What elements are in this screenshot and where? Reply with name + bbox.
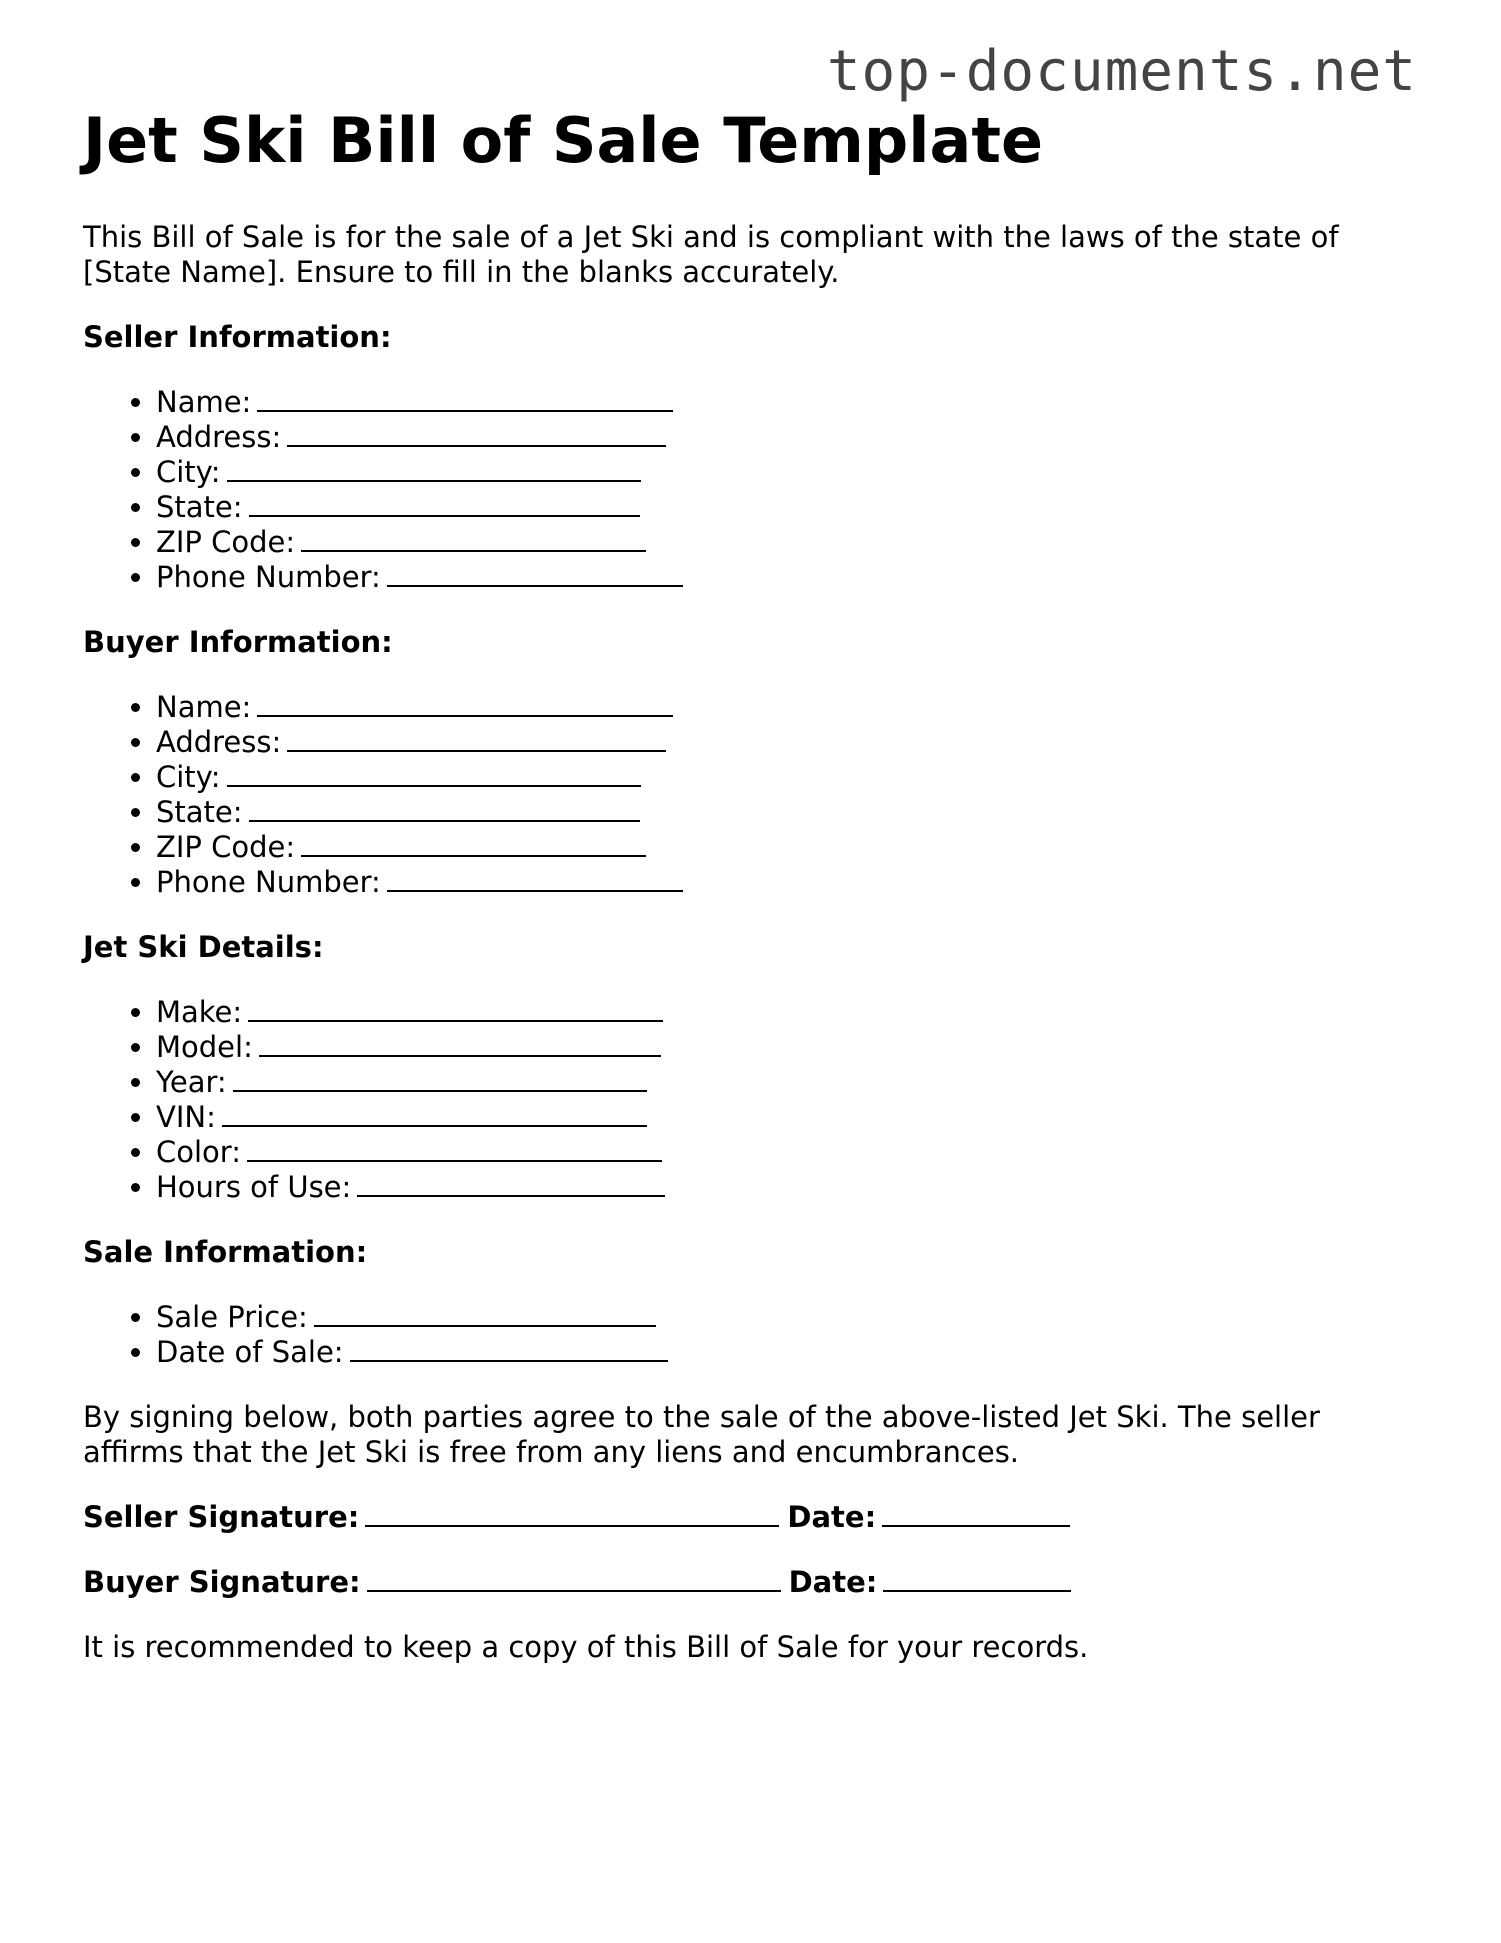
seller-name-field: • Name: bbox=[156, 385, 1413, 420]
seller-signature-line: Seller Signature: Date: bbox=[83, 1500, 1413, 1535]
buyer-heading: Buyer Information: bbox=[83, 625, 393, 660]
blank-line[interactable] bbox=[257, 388, 673, 412]
blank-line[interactable] bbox=[314, 1303, 656, 1327]
seller-phone-field: • Phone Number: bbox=[156, 560, 1413, 595]
buyer-phone-field: • Phone Number: bbox=[156, 865, 1413, 900]
seller-address-field: • Address: bbox=[156, 420, 1413, 455]
jetski-color-field: • Color: bbox=[156, 1135, 1413, 1170]
buyer-state-field: • State: bbox=[156, 795, 1413, 830]
blank-line[interactable] bbox=[227, 458, 641, 482]
seller-heading: Seller Information: bbox=[83, 320, 392, 355]
blank-line[interactable] bbox=[287, 728, 666, 752]
seller-signature-blank[interactable] bbox=[365, 1503, 779, 1527]
blank-line[interactable] bbox=[357, 1173, 665, 1197]
blank-line[interactable] bbox=[287, 423, 666, 447]
buyer-name-field: • Name: bbox=[156, 690, 1413, 725]
jetski-year-field: • Year: bbox=[156, 1065, 1413, 1100]
buyer-zip-field: • ZIP Code: bbox=[156, 830, 1413, 865]
buyer-address-field: • Address: bbox=[156, 725, 1413, 760]
blank-line[interactable] bbox=[249, 798, 640, 822]
document bbox=[83, 104, 1413, 1665]
buyer-city-field: • City: bbox=[156, 760, 1413, 795]
buyer-signature-blank[interactable] bbox=[367, 1568, 781, 1592]
buyer-fields bbox=[83, 690, 1413, 900]
seller-fields bbox=[83, 385, 1413, 595]
seller-state-field: • State: bbox=[156, 490, 1413, 525]
page-title: Jet Ski Bill of Sale Template bbox=[83, 104, 1044, 177]
blank-line[interactable] bbox=[257, 693, 673, 717]
jetski-make-field: • Make: bbox=[156, 995, 1413, 1030]
blank-line[interactable] bbox=[222, 1103, 647, 1127]
jetski-model-field: • Model: bbox=[156, 1030, 1413, 1065]
blank-line[interactable] bbox=[249, 493, 640, 517]
blank-line[interactable] bbox=[248, 998, 663, 1022]
seller-city-field: • City: bbox=[156, 455, 1413, 490]
jetski-fields bbox=[83, 995, 1413, 1205]
blank-line[interactable] bbox=[233, 1068, 647, 1092]
blank-line[interactable] bbox=[247, 1138, 662, 1162]
jetski-heading: Jet Ski Details: bbox=[83, 930, 324, 965]
seller-zip-field: • ZIP Code: bbox=[156, 525, 1413, 560]
footer-note: It is recommended to keep a copy of this Bill of Sale for your records. bbox=[83, 1630, 1089, 1665]
blank-line[interactable] bbox=[301, 833, 646, 857]
jetski-vin-field: • VIN: bbox=[156, 1100, 1413, 1135]
blank-line[interactable] bbox=[259, 1033, 661, 1057]
buyer-signature-line: Buyer Signature: Date: bbox=[83, 1565, 1413, 1600]
sale-price-field: • Sale Price: bbox=[156, 1300, 1413, 1335]
blank-line[interactable] bbox=[350, 1338, 668, 1362]
buyer-date-blank[interactable] bbox=[883, 1568, 1071, 1592]
blank-line[interactable] bbox=[387, 563, 683, 587]
blank-line[interactable] bbox=[301, 528, 646, 552]
seller-date-blank[interactable] bbox=[882, 1503, 1070, 1527]
blank-line[interactable] bbox=[227, 763, 641, 787]
sale-date-field: • Date of Sale: bbox=[156, 1335, 1413, 1370]
jetski-hours-field: • Hours of Use: bbox=[156, 1170, 1413, 1205]
sale-heading: Sale Information: bbox=[83, 1235, 368, 1270]
watermark: top-documents.net bbox=[826, 39, 1417, 104]
intro-paragraph: This Bill of Sale is for the sale of a Jet Ski and is compliant with the laws of the state of [State Name]. Ensure to fill in the blanks accurately. bbox=[83, 220, 1339, 290]
sale-fields bbox=[83, 1300, 1413, 1370]
agreement-paragraph: By signing below, both parties agree to the sale of the above-listed Jet Ski. The seller affirms that the Jet Ski is free from any liens and encumbrances. bbox=[83, 1400, 1320, 1470]
blank-line[interactable] bbox=[387, 868, 683, 892]
